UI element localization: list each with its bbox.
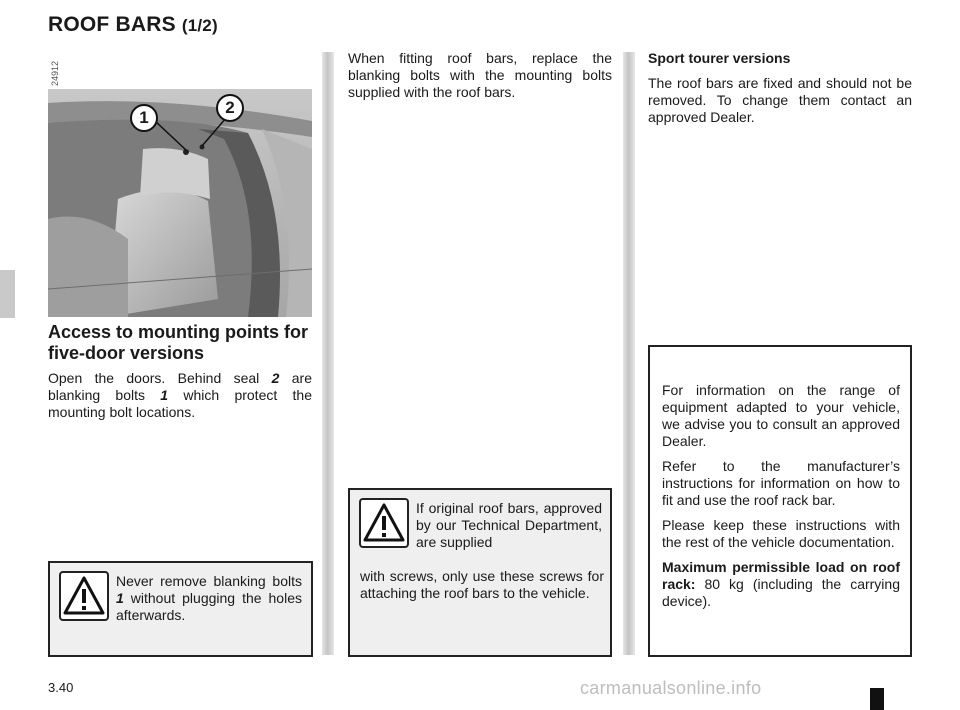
max-load-paragraph: Maximum permissible load on roof rack: 80 kg (including the carrying device). bbox=[662, 559, 900, 609]
watermark-text[interactable]: carmanualsonline.info bbox=[580, 678, 762, 698]
info-paragraph: Please keep these instructions with the rest of the vehicle documentation. bbox=[662, 517, 900, 550]
column-divider bbox=[623, 52, 635, 655]
page-title: ROOF BARS (1/2) bbox=[48, 13, 218, 36]
screws-warning-text: If original roof bars, approved by our Technical Department, are supplied bbox=[416, 500, 602, 550]
information-text bbox=[662, 382, 900, 618]
chapter-tab bbox=[0, 270, 15, 318]
screws-warning-box bbox=[348, 488, 612, 657]
warning-triangle-icon bbox=[59, 571, 109, 621]
info-paragraph: For information on the range of equipment adapted to your vehicle, we advise you to consult an approved Dealer. bbox=[662, 382, 900, 449]
callout-1: 1 bbox=[130, 104, 158, 132]
warning-triangle-icon bbox=[359, 498, 409, 548]
callout-2: 2 bbox=[216, 94, 244, 122]
screws-warning-text-continued: with screws, only use these screws for attaching the roof bars to the vehicle. bbox=[360, 568, 604, 601]
fitting-paragraph: When fitting roof bars, replace the blanking bolts with the mounting bolts supplied with the roof bars. bbox=[348, 50, 612, 100]
page-corner-mark bbox=[870, 688, 884, 710]
callout-leaders bbox=[0, 0, 260, 170]
sport-tourer-paragraph: The roof bars are fixed and should not be removed. To change them contact an approved Dealer. bbox=[648, 75, 912, 125]
access-paragraph: Open the doors. Behind seal 2 are blanking bolts 1 which protect the mounting bolt locations. bbox=[48, 370, 313, 420]
page-number: 3.40 bbox=[48, 680, 74, 695]
warning-box bbox=[48, 561, 313, 657]
section-heading: Access to mounting points for five-door versions bbox=[48, 322, 309, 363]
figure-reference: 24912 bbox=[50, 60, 60, 86]
info-paragraph: Refer to the manufacturer’s instructions for information on how to fit and use the roof rack bar. bbox=[662, 458, 900, 508]
sport-tourer-heading: Sport tourer versions bbox=[648, 50, 791, 66]
information-box bbox=[648, 345, 912, 657]
warning-text: Never remove blanking bolts 1 without plugging the holes afterwards. bbox=[116, 573, 302, 623]
column-divider bbox=[322, 52, 334, 655]
